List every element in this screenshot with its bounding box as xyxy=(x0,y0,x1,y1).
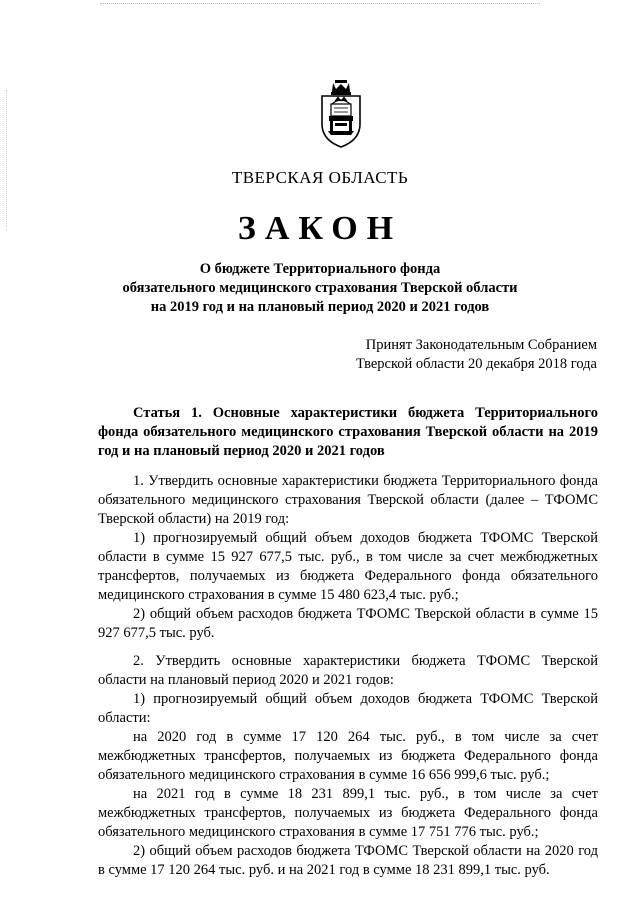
adoption-line: Тверской области 20 декабря 2018 года xyxy=(355,356,597,372)
paragraph: 2) общий объем расходов бюджета ТФОМС Тверской области на 2020 год в сумме 17 120 264 тыс. руб. и на 2021 год в сумме 18 231 899,1 тыс. руб. xyxy=(98,843,598,878)
paragraph: 2) общий объем расходов бюджета ТФОМС Тверской области в сумме 15 927 677,5 тыс. руб. xyxy=(98,606,598,641)
subtitle-line: обязательного медицинского страхования Тверской области xyxy=(122,280,518,296)
scan-artifact-left xyxy=(6,90,8,230)
tver-coat-of-arms-icon xyxy=(319,80,363,148)
adoption-note xyxy=(356,336,597,374)
subtitle-line: на 2019 год и на плановый период 2020 и 2021 годов xyxy=(150,299,490,315)
adoption-line: Принят Законодательным Собранием xyxy=(365,337,597,353)
paragraph: на 2021 год в сумме 18 231 899,1 тыс. руб., в том числе за счет межбюджетных трансфертов, получаемых из бюджета Федерального фонда обязательного медицинского страхования в сумме 17 751 776 тыс. руб.; xyxy=(98,786,598,840)
paragraph: 1) прогнозируемый общий объем доходов бюджета ТФОМС Тверской области в сумме 15 927 677,5 тыс. руб., в том числе за счет межбюджетных трансфертов, получаемых из бюджета Федерального фонда обязательного медицинского страхования в сумме 15 480 623,4 тыс. руб.; xyxy=(98,530,598,603)
paragraph: 2. Утвердить основные характеристики бюджета ТФОМС Тверской области на плановый период 2020 и 2021 годов: xyxy=(98,653,598,688)
law-subtitle xyxy=(0,260,640,317)
paragraph: 1) прогнозируемый общий объем доходов бюджета ТФОМС Тверской области: xyxy=(98,691,598,726)
scan-artifact-top xyxy=(100,3,540,5)
region-name: ТВЕРСКАЯ ОБЛАСТЬ xyxy=(231,168,409,187)
paragraph: на 2020 год в сумме 17 120 264 тыс. руб., в том числе за счет межбюджетных трансфертов, получаемых из бюджета Федерального фонда обязательного медицинского страхования в сумме 16 656 999,6 тыс. руб.; xyxy=(98,729,598,783)
document-type-title: ЗАКОН xyxy=(237,210,403,247)
article-body xyxy=(98,472,598,880)
article-heading: Статья 1. Основные характеристики бюджета Территориального фонда обязательного медицинского страхования Тверской области на 2019 год и на плановый период 2020 и 2021 годов xyxy=(98,405,598,459)
subtitle-line: О бюджете Территориального фонда xyxy=(199,261,441,277)
paragraph: 1. Утвердить основные характеристики бюджета Территориального фонда обязательного медицинского страхования Тверской области (далее – ТФОМС Тверской области) на 2019 год: xyxy=(98,473,598,527)
